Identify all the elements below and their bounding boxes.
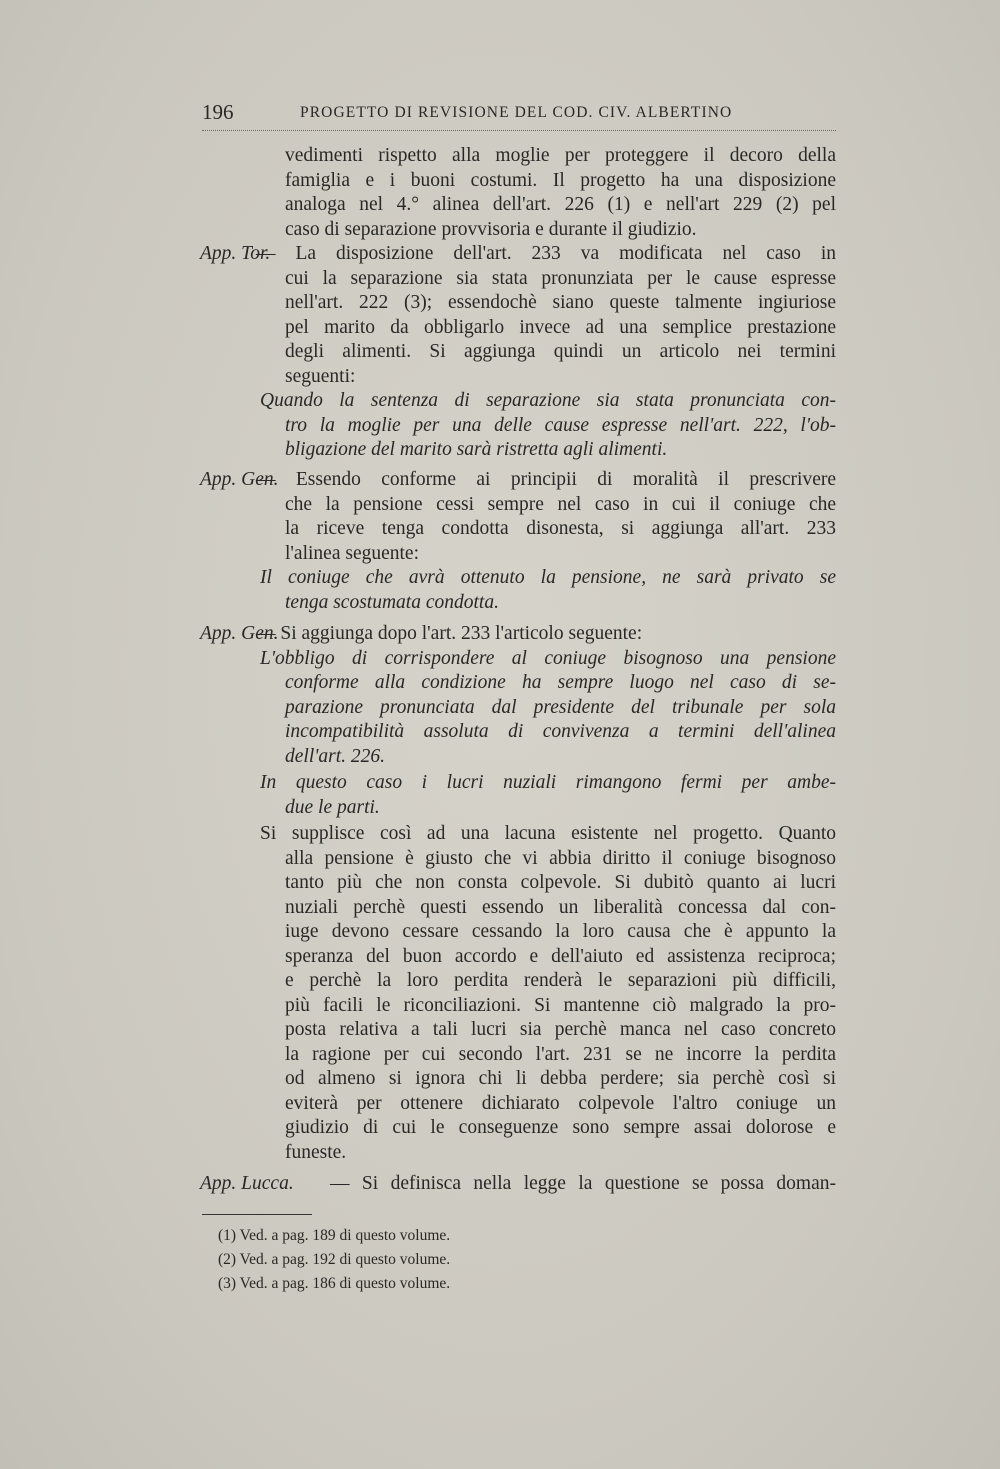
text-line: famiglia e i buoni costumi. Il progetto ha una disposizione [285,169,836,191]
quoted-article-line: dell'art. 226. [285,745,386,767]
paragraph-label: App. Gen. [200,623,279,644]
paragraph-app-gen-2 [200,622,836,1165]
text-line: od almeno si ignora chi li debba perdere; sia perchè così si [285,1068,836,1089]
quoted-article-line: Quando la sentenza di separazione sia stata pronunciata con- [260,390,836,411]
text-line: analoga nel 4.° alinea dell'art. 226 (1) e nell'art 229 (2) pel [285,194,836,215]
paragraph-app-tor [200,242,836,463]
text-line: nuziali perchè questi essendo un liberalità concessa dal con- [285,896,836,918]
text-line: — La disposizione dell'art. 233 va modificata nel caso in [256,243,836,264]
text-line: — Si aggiunga dopo l'art. 233 l'articolo seguente: [256,623,643,644]
text-line: giudizio di cui le conseguenze sono sempre assai dolorose e [285,1117,836,1138]
text-line: cui la separazione sia stata pronunziata per le cause espresse [285,267,836,289]
footnote: (2) Ved. a pag. 192 di questo volume. [218,1251,451,1268]
text-line: la ragione per cui secondo l'art. 231 se ne incorre la perdita [285,1043,836,1065]
text-line: posta relativa a tali lucri sia perchè manca nel caso concreto [285,1019,836,1040]
text-line: — Essendo conforme ai principii di moralità il prescrivere [256,469,836,490]
quoted-article-line: conforme alla condizione ha sempre luogo nel caso di se- [285,672,836,693]
text-line: — Si definisca nella legge la questione se possa doman- [330,1173,836,1194]
quoted-article-line: due le parti. [285,796,380,818]
footnote: (3) Ved. a pag. 186 di questo volume. [218,1275,451,1292]
quoted-article-line: incompatibilità assoluta di convivenza a termini dell'alinea [285,721,836,742]
text-line: vedimenti rispetto alla moglie per proteggere il decoro della [285,145,836,166]
paragraph-continuation [200,144,836,242]
page-number: 196 [202,100,234,124]
paragraph-label: App. Gen. [200,469,279,490]
text-line: funeste. [285,1141,347,1163]
text-line: eviterà per ottenere dichiarato colpevole l'altro coniuge un [285,1092,836,1114]
page-header [202,100,836,131]
paragraph-app-lucca [200,1172,836,1197]
text-line: alla pensione è giusto che vi abbia diritto il coniuge bisognoso [285,847,836,869]
quoted-article-line: tro la moglie per una delle cause espresse nell'art. 222, l'ob- [285,414,836,436]
text-line: l'alinea seguente: [285,542,419,564]
footnote: (1) Ved. a pag. 189 di questo volume. [218,1227,451,1244]
text-line: Si supplisce così ad una lacuna esistente nel progetto. Quanto [260,823,836,844]
text-line: nell'art. 222 (3); essendochè siano queste talmente ingiuriose [285,292,836,313]
quoted-article-line: L'obbligo di corrispondere al coniuge bisognoso una pensione [260,647,836,669]
text-line: la riceve tenga condotta disonesta, si aggiunga all'art. 233 [285,518,836,539]
text-line: tanto più che non consta colpevole. Si dubitò quanto ai lucri [285,872,836,893]
text-line: speranza del buon accordo e dell'aiuto ed assistenza reciproca; [285,945,836,967]
footnotes [218,1224,450,1296]
quoted-article-line: Il coniuge che avrà ottenuto la pensione, ne sarà privato se [260,567,836,588]
text-line: pel marito da obbligarlo invece ad una semplice prestazione [285,316,836,338]
text-line: caso di separazione provvisoria e durante il giudizio. [285,218,697,240]
text-line: iuge devono cessare cessando la loro causa che è appunto la [285,921,836,942]
text-line: che la pensione cessi sempre nel caso in cui il coniuge che [285,493,836,515]
quoted-article-line: bligazione del marito sarà ristretta agli alimenti. [285,439,668,460]
text-line: più facili le riconciliazioni. Si mantenne ciò malgrado la pro- [285,994,836,1016]
quoted-article-line: tenga scostumata condotta. [285,591,499,613]
text-line: degli alimenti. Si aggiunga quindi un articolo nei termini [285,341,836,362]
text-line: e perchè la loro perdita renderà le separazioni più difficili, [285,970,836,991]
quoted-article-line: In questo caso i lucri nuziali rimangono fermi per ambe- [260,772,836,793]
running-title: PROGETTO DI REVISIONE DEL COD. CIV. ALBERTINO [300,104,733,121]
text-line: seguenti: [285,365,356,387]
paragraph-label: App. Tor. [200,243,271,264]
quoted-article-line: parazione pronunciata dal presidente del tribunale per sola [285,696,836,718]
footnote-separator [202,1214,312,1215]
paragraph-label: App. Lucca. [200,1173,294,1194]
paragraph-app-gen-1 [200,468,836,615]
